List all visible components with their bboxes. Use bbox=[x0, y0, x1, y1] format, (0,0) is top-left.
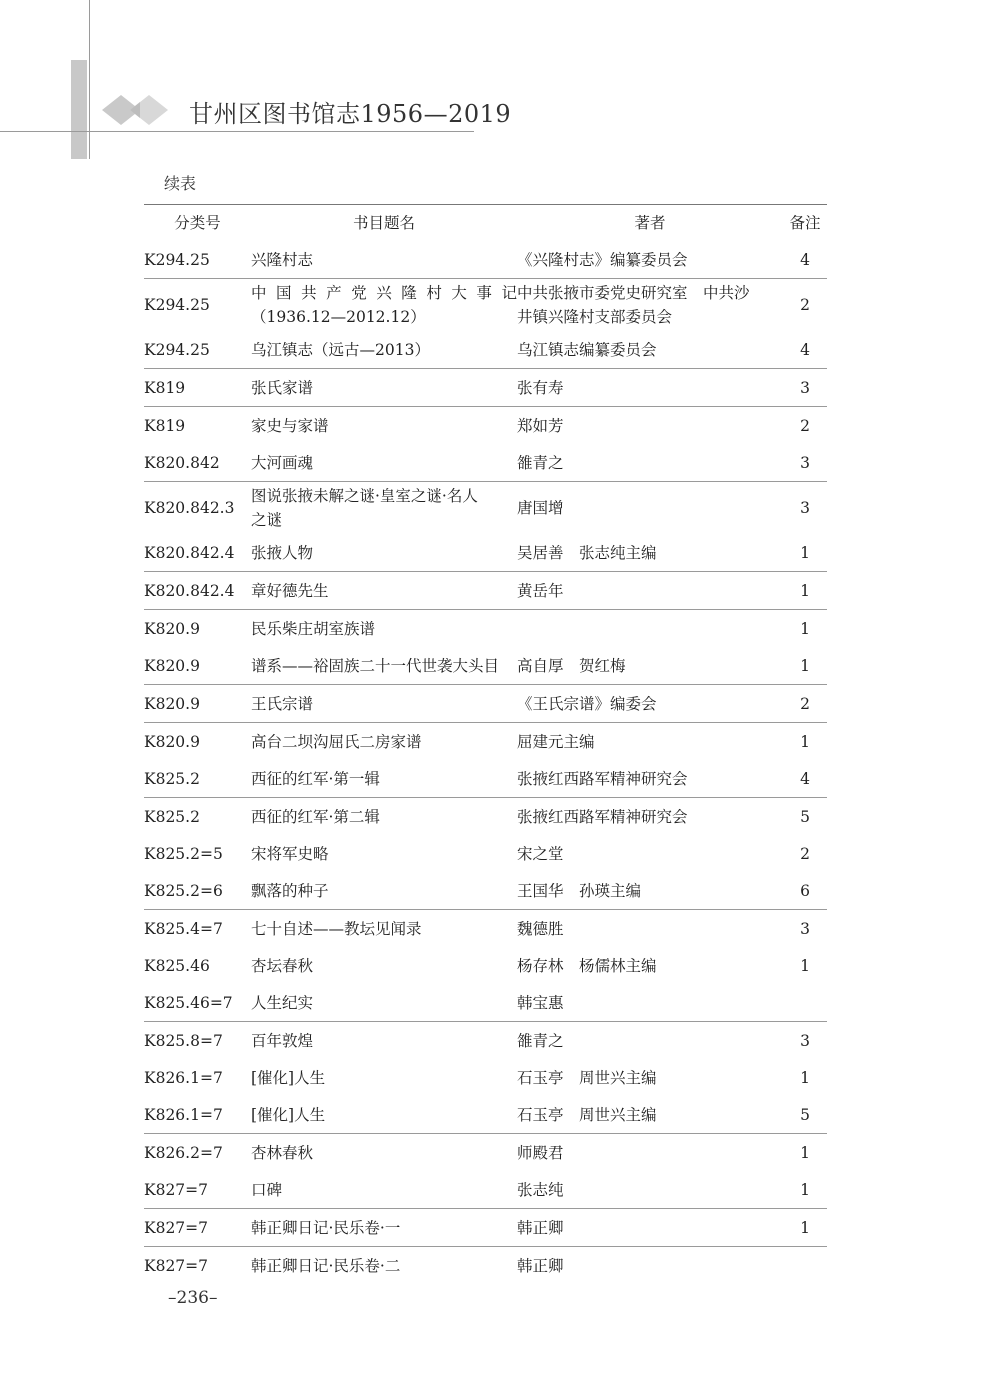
table-row bbox=[144, 331, 827, 369]
table-row bbox=[144, 444, 827, 482]
classification-cell: K820.842 bbox=[144, 453, 220, 472]
title-cell: 韩正卿日记·民乐卷·二 bbox=[251, 1256, 401, 1275]
title-cell: [催化]人生 bbox=[251, 1068, 326, 1087]
title-cell: [催化]人生 bbox=[251, 1105, 326, 1124]
note-cell: 2 bbox=[800, 416, 810, 435]
table-row bbox=[144, 1209, 827, 1247]
author-cell: 张掖红西路军精神研究会 bbox=[517, 807, 688, 826]
title-cell: 家史与家谱 bbox=[251, 416, 329, 435]
note-cell bbox=[783, 1247, 827, 1285]
author-line: 中共张掖市委党史研究室 中共沙 bbox=[517, 284, 750, 302]
table-row bbox=[144, 872, 827, 910]
classification-cell: K820.9 bbox=[144, 656, 200, 675]
author-cell: 杨存林 杨儒林主编 bbox=[517, 956, 657, 975]
title-cell: 飘落的种子 bbox=[251, 881, 329, 900]
classification-cell: K294.25 bbox=[144, 250, 210, 269]
classification-cell: K825.8=7 bbox=[144, 1031, 223, 1050]
note-cell bbox=[783, 984, 827, 1022]
table-row bbox=[144, 572, 827, 610]
author-cell: 黄岳年 bbox=[517, 581, 564, 600]
classification-cell: K826.1=7 bbox=[144, 1105, 223, 1124]
header-horizontal-rule bbox=[0, 131, 474, 132]
author-cell: 高自厚 贺红梅 bbox=[517, 656, 626, 675]
classification-cell: K825.46=7 bbox=[144, 993, 233, 1012]
note-cell: 1 bbox=[800, 1068, 810, 1087]
title-cell: 张氏家谱 bbox=[251, 378, 314, 397]
author-cell: 韩正卿 bbox=[517, 1218, 564, 1237]
title-line: 之谜 bbox=[251, 511, 283, 529]
author-cell: 师殿君 bbox=[517, 1143, 564, 1162]
classification-cell: K294.25 bbox=[144, 340, 210, 359]
note-cell: 2 bbox=[800, 844, 810, 863]
title-cell bbox=[251, 279, 517, 332]
title-cell: 宋将军史略 bbox=[251, 844, 329, 863]
table-row bbox=[144, 534, 827, 572]
table-row bbox=[144, 1096, 827, 1134]
classification-cell: K825.2=5 bbox=[144, 844, 223, 863]
classification-cell: K820.9 bbox=[144, 694, 200, 713]
title-cell: 章好德先生 bbox=[251, 581, 329, 600]
author-cell: 《王氏宗谱》编委会 bbox=[517, 694, 657, 713]
title-cell bbox=[251, 482, 517, 535]
table-row bbox=[144, 984, 827, 1022]
classification-cell: K820.9 bbox=[144, 732, 200, 751]
table-row bbox=[144, 279, 827, 332]
note-cell: 3 bbox=[800, 453, 810, 472]
author-cell: 魏德胜 bbox=[517, 919, 564, 938]
title-cell: 杏坛春秋 bbox=[251, 956, 314, 975]
note-cell: 1 bbox=[800, 656, 810, 675]
diamond-ornament-icon bbox=[100, 93, 180, 127]
table-row bbox=[144, 1247, 827, 1285]
table-row bbox=[144, 647, 827, 685]
table-row bbox=[144, 1022, 827, 1060]
classification-cell: K826.2=7 bbox=[144, 1143, 223, 1162]
table-row bbox=[144, 1134, 827, 1172]
classification-cell: K825.2 bbox=[144, 807, 200, 826]
author-line: 井镇兴隆村支部委员会 bbox=[517, 308, 673, 326]
table-row bbox=[144, 1059, 827, 1096]
classification-cell: K827=7 bbox=[144, 1256, 209, 1275]
table-row bbox=[144, 241, 827, 279]
author-cell: 唐国增 bbox=[517, 499, 564, 517]
table-caption: 续表 bbox=[164, 174, 197, 193]
author-cell: 郑如芳 bbox=[517, 416, 564, 435]
note-cell: 4 bbox=[800, 340, 810, 359]
author-cell: 屈建元主编 bbox=[517, 732, 595, 751]
title-cell: 西征的红军·第一辑 bbox=[251, 769, 380, 788]
classification-cell: K820.842.4 bbox=[144, 581, 235, 600]
note-cell: 1 bbox=[800, 956, 810, 975]
author-cell: 雒青之 bbox=[517, 453, 564, 472]
classification-cell: K827=7 bbox=[144, 1218, 209, 1237]
title-cell: 西征的红军·第二辑 bbox=[251, 807, 380, 826]
author-cell: 乌江镇志编纂委员会 bbox=[517, 340, 657, 359]
column-header-classification: 分类号 bbox=[174, 214, 221, 232]
author-cell: 吴居善 张志纯主编 bbox=[517, 543, 657, 562]
title-cell: 王氏宗谱 bbox=[251, 694, 314, 713]
classification-cell: K820.842.4 bbox=[144, 543, 235, 562]
catalog-table bbox=[144, 204, 827, 1284]
note-cell: 1 bbox=[800, 543, 810, 562]
title-cell: 杏林春秋 bbox=[251, 1143, 314, 1162]
note-cell: 1 bbox=[800, 1180, 810, 1199]
classification-cell: K819 bbox=[144, 378, 186, 397]
note-cell: 1 bbox=[800, 732, 810, 751]
author-cell bbox=[517, 610, 783, 648]
column-header-note: 备注 bbox=[789, 214, 821, 232]
table-row bbox=[144, 610, 827, 648]
note-cell: 4 bbox=[800, 769, 810, 788]
column-header-title: 书目题名 bbox=[352, 214, 415, 232]
classification-cell: K819 bbox=[144, 416, 186, 435]
note-cell: 1 bbox=[800, 1218, 810, 1237]
author-cell: 张志纯 bbox=[517, 1180, 564, 1199]
classification-cell: K825.4=7 bbox=[144, 919, 223, 938]
title-cell: 七十自述——教坛见闻录 bbox=[251, 919, 422, 938]
table-row bbox=[144, 947, 827, 984]
author-cell: 张有寿 bbox=[517, 378, 564, 397]
book-title: 甘州区图书馆志1956—2019 bbox=[189, 100, 512, 128]
classification-cell: K820.9 bbox=[144, 619, 200, 638]
classification-cell: K825.2 bbox=[144, 769, 200, 788]
classification-cell: K825.46 bbox=[144, 956, 210, 975]
author-cell: 王国华 孙瑛主编 bbox=[517, 881, 642, 900]
note-cell: 1 bbox=[800, 619, 810, 638]
author-cell: 石玉亭 周世兴主编 bbox=[517, 1105, 657, 1124]
title-cell: 民乐柴庄胡室族谱 bbox=[251, 619, 376, 638]
title-cell: 乌江镇志（远古—2013） bbox=[251, 340, 430, 359]
title-line: 中国共产党兴隆村大事记 bbox=[251, 284, 517, 302]
author-cell: 《兴隆村志》编纂委员会 bbox=[517, 250, 688, 269]
title-cell: 人生纪实 bbox=[251, 993, 314, 1012]
table-row bbox=[144, 798, 827, 836]
title-cell: 韩正卿日记·民乐卷·一 bbox=[251, 1218, 401, 1237]
title-cell: 谱系——裕固族二十一代世袭大头目 bbox=[251, 656, 500, 675]
table-row bbox=[144, 685, 827, 723]
page-number: –236– bbox=[168, 1288, 218, 1308]
column-header-author: 著者 bbox=[634, 214, 666, 232]
title-cell: 大河画魂 bbox=[251, 453, 314, 472]
author-cell: 宋之堂 bbox=[517, 844, 564, 863]
table-row bbox=[144, 482, 827, 535]
note-cell: 6 bbox=[800, 881, 810, 900]
classification-cell: K826.1=7 bbox=[144, 1068, 223, 1087]
classification-cell: K294.25 bbox=[144, 296, 210, 314]
author-cell: 韩正卿 bbox=[517, 1256, 564, 1275]
title-cell: 百年敦煌 bbox=[251, 1031, 314, 1050]
header-vertical-rule bbox=[89, 0, 90, 159]
note-cell: 3 bbox=[800, 499, 810, 517]
title-cell: 高台二坝沟屈氏二房家谱 bbox=[251, 732, 422, 751]
note-cell: 1 bbox=[800, 1143, 810, 1162]
table-row bbox=[144, 760, 827, 798]
table-row bbox=[144, 1171, 827, 1209]
title-line: 图说张掖未解之谜·皇室之谜·名人 bbox=[251, 487, 478, 505]
table-row bbox=[144, 835, 827, 872]
title-cell: 兴隆村志 bbox=[251, 250, 314, 269]
author-cell: 张掖红西路军精神研究会 bbox=[517, 769, 688, 788]
note-cell: 2 bbox=[800, 296, 810, 314]
header-gray-bar bbox=[71, 60, 87, 159]
title-cell: 口碑 bbox=[251, 1180, 283, 1199]
title-line: （1936.12—2012.12） bbox=[251, 308, 426, 326]
title-cell: 张掖人物 bbox=[251, 543, 314, 562]
classification-cell: K827=7 bbox=[144, 1180, 209, 1199]
table-row bbox=[144, 407, 827, 445]
classification-cell: K825.2=6 bbox=[144, 881, 223, 900]
note-cell: 5 bbox=[800, 1105, 810, 1124]
classification-cell: K820.842.3 bbox=[144, 499, 235, 517]
author-cell: 雒青之 bbox=[517, 1031, 564, 1050]
table-row bbox=[144, 910, 827, 948]
note-cell: 5 bbox=[800, 807, 810, 826]
note-cell: 3 bbox=[800, 378, 810, 397]
table-header-row bbox=[144, 205, 827, 242]
note-cell: 4 bbox=[800, 250, 810, 269]
note-cell: 3 bbox=[800, 919, 810, 938]
author-cell: 韩宝惠 bbox=[517, 993, 564, 1012]
table-row bbox=[144, 723, 827, 761]
author-cell: 石玉亭 周世兴主编 bbox=[517, 1068, 657, 1087]
note-cell: 1 bbox=[800, 581, 810, 600]
author-cell bbox=[517, 279, 783, 332]
note-cell: 2 bbox=[800, 694, 810, 713]
table-row bbox=[144, 369, 827, 407]
note-cell: 3 bbox=[800, 1031, 810, 1050]
